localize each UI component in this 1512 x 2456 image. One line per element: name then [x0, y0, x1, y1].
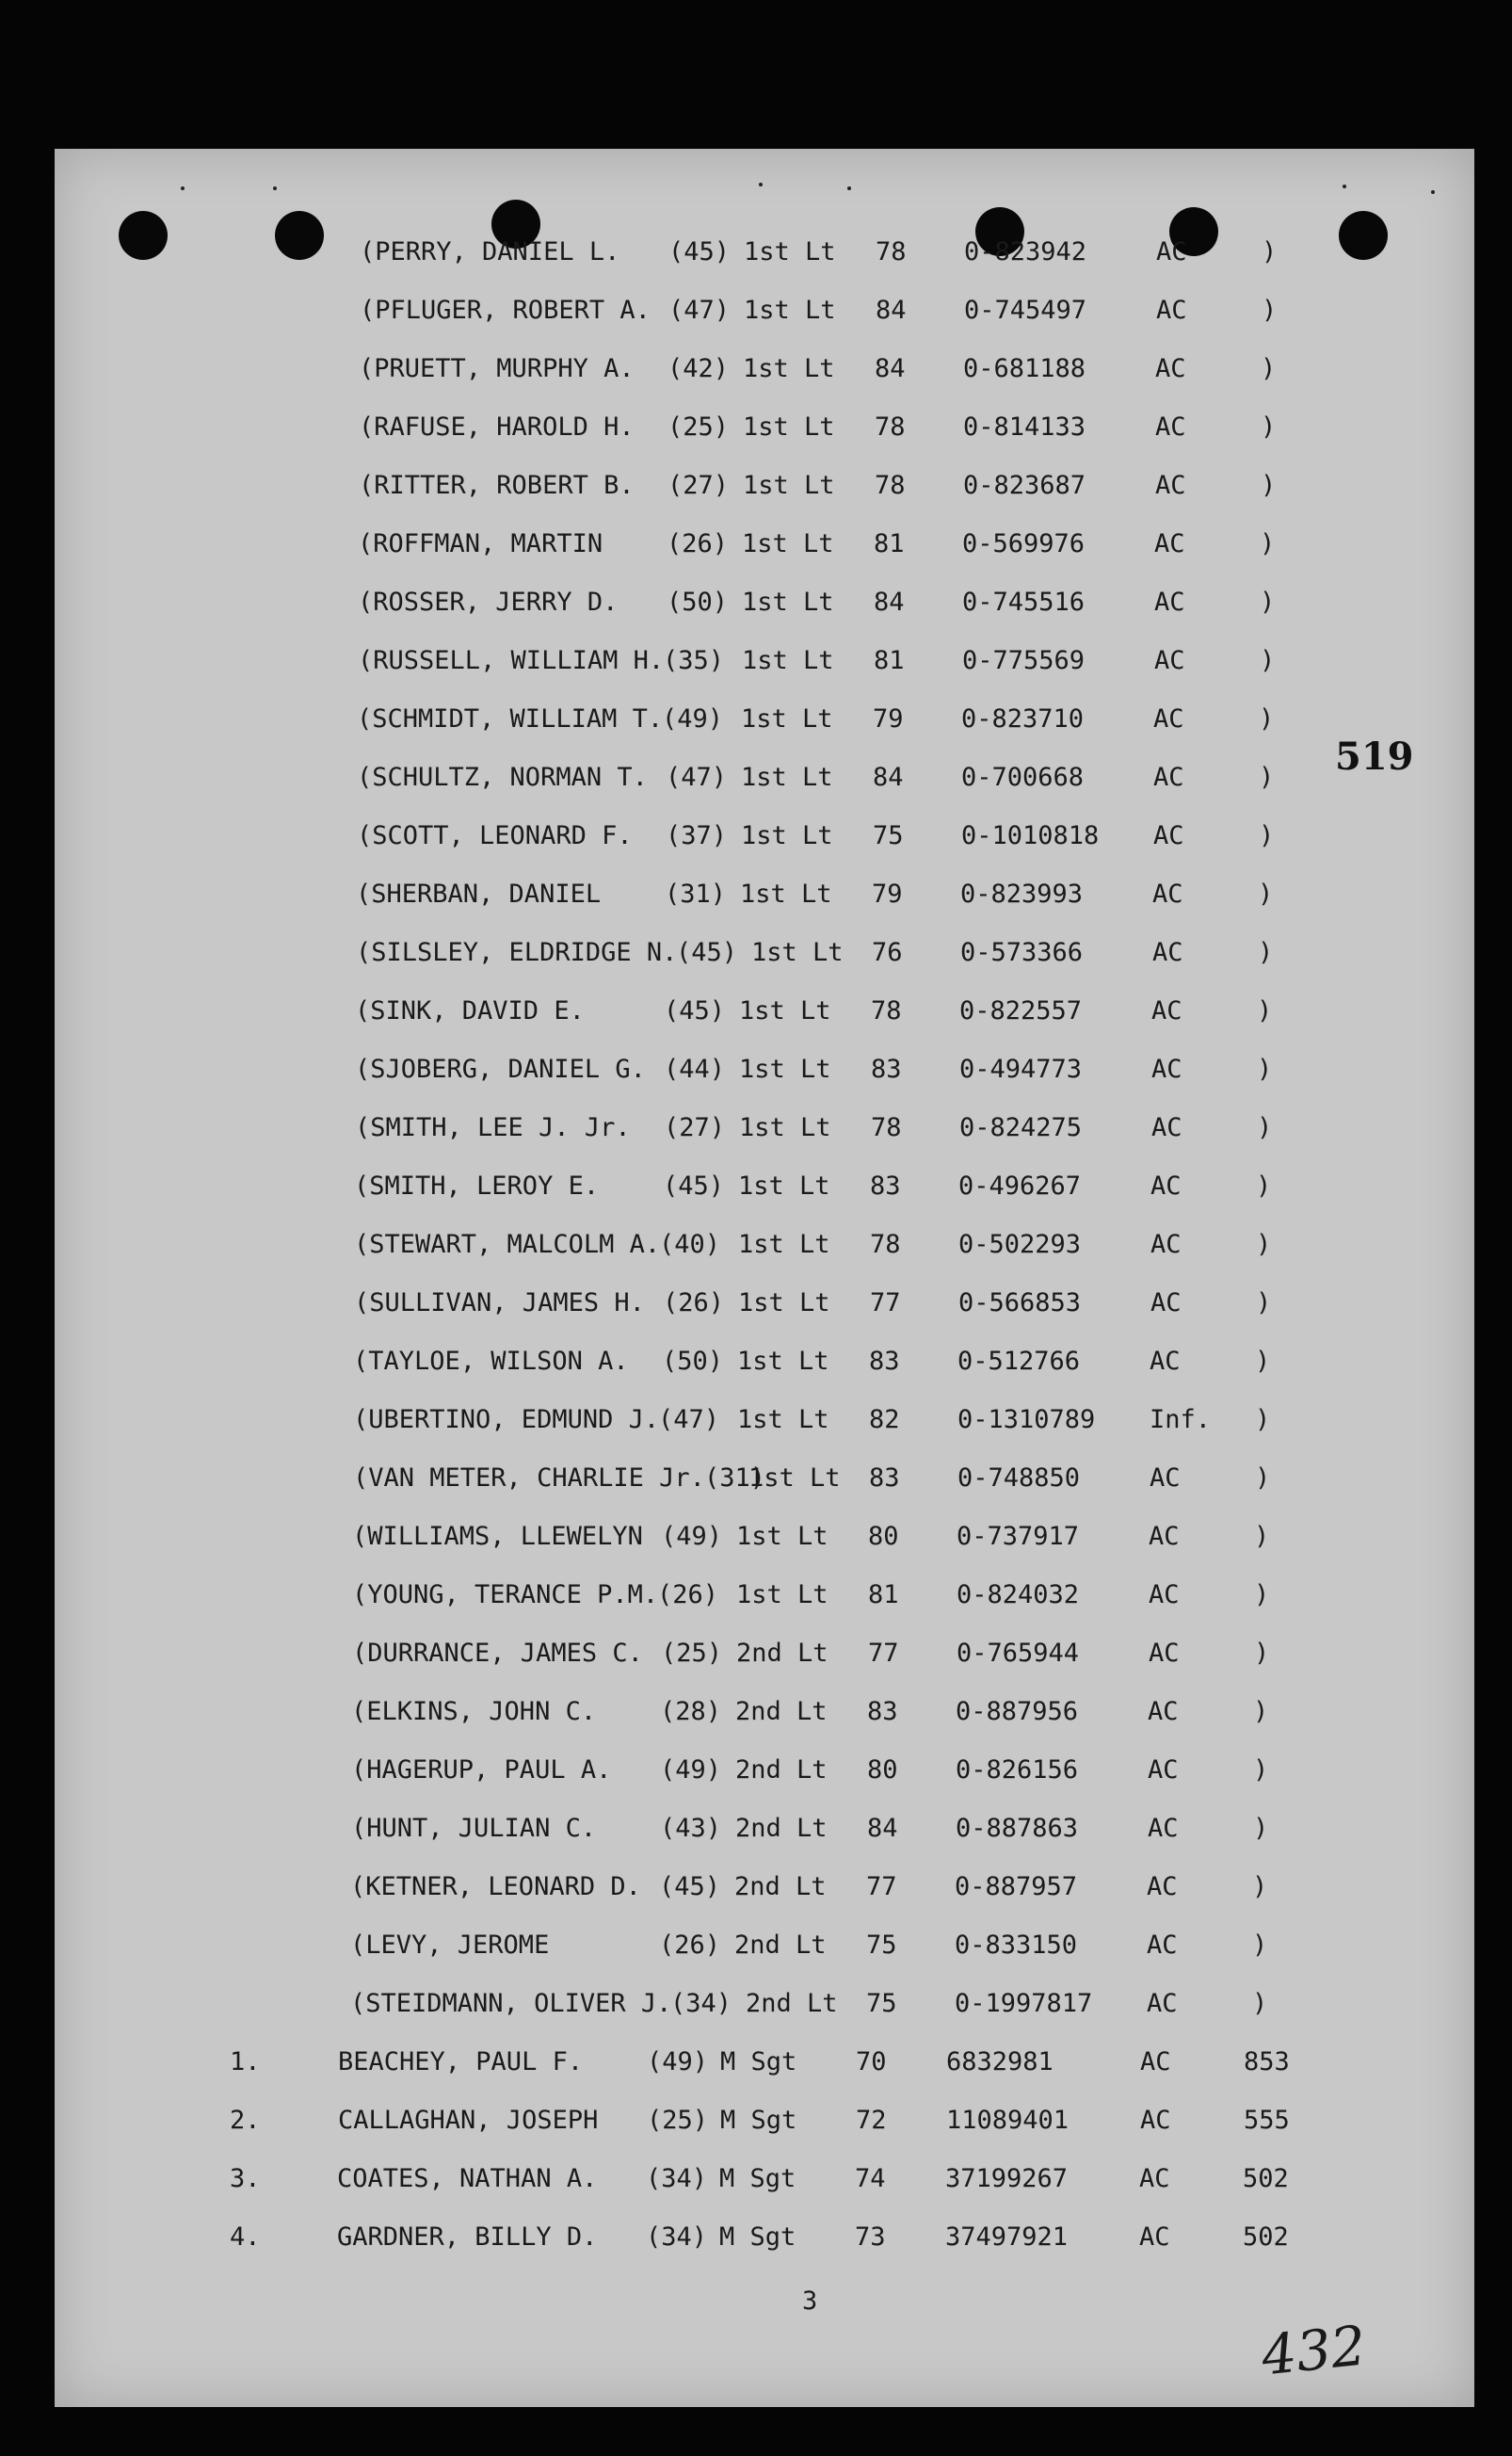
cell-arm: AC [1140, 2047, 1171, 2076]
cell-rank: 1st Lt [738, 1171, 830, 1201]
cell-score: 78 [875, 471, 906, 500]
cell-score: 75 [866, 1989, 897, 2018]
cell-arm: AC [1148, 1814, 1179, 1843]
list-item [0, 1580, 1512, 1618]
cell-name: (RITTER, ROBERT B. [359, 471, 635, 500]
list-item [0, 237, 1512, 275]
cell-arm: AC [1153, 821, 1184, 850]
list-item [0, 1113, 1512, 1151]
cell-score: 84 [873, 763, 904, 792]
handwritten-note: 432 [1258, 2313, 1369, 2388]
cell-code: 502 [1243, 2164, 1289, 2193]
cell-arm: Inf. [1150, 1405, 1212, 1434]
cell-name: (DURRANCE, JAMES C. [352, 1639, 643, 1668]
cell-arm: AC [1140, 2106, 1171, 2135]
cell-arm: AC [1149, 1522, 1180, 1551]
cell-code: ) [1260, 588, 1276, 617]
cell-arm: AC [1150, 1347, 1181, 1376]
cell-score: 80 [868, 1522, 899, 1551]
cell-score: 78 [871, 996, 902, 1026]
cell-rank: 1st Lt [742, 588, 834, 617]
cell-rank: 1st Lt [739, 1113, 831, 1142]
speck [181, 186, 185, 190]
cell-name: (HAGERUP, PAUL A. [351, 1755, 612, 1785]
cell-age: (26) [663, 1288, 725, 1317]
cell-rank: 1st Lt [736, 1580, 828, 1609]
cell-rank: 1st Lt [744, 237, 836, 267]
cell-age: (47) [658, 1405, 720, 1434]
cell-rank: 1st Lt [739, 996, 831, 1026]
cell-rank: 1st Lt [737, 1347, 829, 1376]
cell-score: 84 [867, 1814, 898, 1843]
cell-age: (49) [660, 1755, 722, 1785]
cell-arm: AC [1155, 471, 1186, 500]
list-item [0, 1463, 1512, 1501]
cell-rank: 2nd Lt [735, 1697, 828, 1726]
cell-num: 1. [230, 2047, 261, 2076]
cell-code: ) [1253, 1814, 1269, 1843]
cell-score: 81 [868, 1580, 899, 1609]
cell-score: 75 [866, 1931, 897, 1960]
cell-name: (HUNT, JULIAN C. [351, 1814, 597, 1843]
cell-age: (42) [668, 354, 730, 383]
cell-name: (SMITH, LEE J. Jr. [355, 1113, 631, 1142]
cell-name: BEACHEY, PAUL F. [338, 2047, 584, 2076]
cell-age: (28) [660, 1697, 722, 1726]
cell-serial: 0-700668 [961, 763, 1085, 792]
cell-name: (KETNER, LEONARD D. [350, 1872, 641, 1901]
cell-serial: 11089401 [946, 2106, 1070, 2135]
cell-arm: AC [1156, 296, 1187, 325]
cell-serial: 0-887956 [956, 1697, 1079, 1726]
cell-rank: 1st Lt [743, 354, 835, 383]
cell-serial: 0-887957 [955, 1872, 1078, 1901]
list-item [0, 1522, 1512, 1559]
cell-code: 502 [1243, 2222, 1289, 2252]
cell-rank: 1st Lt [741, 821, 833, 850]
cell-age: (34) [670, 1989, 732, 2018]
cell-code: ) [1261, 354, 1277, 383]
cell-arm: AC [1151, 996, 1182, 1026]
cell-code: ) [1254, 1580, 1270, 1609]
cell-name: (ELKINS, JOHN C. [351, 1697, 597, 1726]
cell-serial: 0-745497 [964, 296, 1087, 325]
cell-score: 76 [872, 938, 903, 967]
cell-score: 73 [855, 2222, 886, 2252]
cell-code: ) [1260, 529, 1276, 558]
cell-code: ) [1260, 646, 1276, 675]
cell-serial: 37199267 [945, 2164, 1069, 2193]
cell-serial: 0-887863 [956, 1814, 1079, 1843]
list-item [0, 1639, 1512, 1676]
cell-code: ) [1258, 880, 1274, 909]
cell-score: 77 [868, 1639, 899, 1668]
cell-age: (25) [661, 1639, 723, 1668]
list-item [0, 1171, 1512, 1209]
cell-rank: 2nd Lt [734, 1872, 827, 1901]
cell-arm: AC [1148, 1697, 1179, 1726]
list-item [0, 763, 1512, 800]
cell-code: ) [1252, 1989, 1268, 2018]
list-item [0, 588, 1512, 625]
cell-age: (31) [704, 1463, 766, 1493]
cell-rank: 2nd Lt [746, 1989, 838, 2018]
page-number: 3 [802, 2286, 818, 2316]
cell-arm: AC [1139, 2222, 1170, 2252]
speck [273, 186, 277, 190]
cell-serial: 0-745516 [962, 588, 1086, 617]
cell-name: (LEVY, JEROME [350, 1931, 550, 1960]
cell-code: ) [1256, 1171, 1272, 1201]
list-item [0, 1872, 1512, 1910]
cell-score: 83 [871, 1055, 902, 1084]
cell-code: ) [1262, 296, 1278, 325]
list-item [0, 646, 1512, 684]
cell-rank: 2nd Lt [736, 1639, 828, 1668]
cell-code: ) [1259, 821, 1275, 850]
cell-name: (VAN METER, CHARLIE Jr. [353, 1463, 705, 1493]
cell-serial: 0-824032 [957, 1580, 1080, 1609]
speck [1431, 190, 1435, 194]
cell-serial: 0-496267 [958, 1171, 1082, 1201]
cell-serial: 0-823942 [964, 237, 1087, 267]
cell-score: 83 [867, 1697, 898, 1726]
cell-age: (25) [668, 412, 730, 442]
cell-score: 84 [874, 588, 905, 617]
cell-arm: AC [1151, 1055, 1182, 1084]
cell-name: (TAYLOE, WILSON A. [353, 1347, 629, 1376]
cell-score: 77 [866, 1872, 897, 1901]
list-item [0, 2164, 1512, 2202]
cell-age: (40) [659, 1230, 721, 1259]
cell-score: 77 [870, 1288, 901, 1317]
list-item [0, 529, 1512, 567]
cell-num: 2. [230, 2106, 261, 2135]
cell-score: 83 [869, 1463, 900, 1493]
cell-age: (34) [646, 2222, 708, 2252]
cell-age: (47) [666, 763, 728, 792]
cell-rank: 1st Lt [742, 529, 834, 558]
cell-rank: 1st Lt [739, 1055, 831, 1084]
cell-serial: 0-765944 [957, 1639, 1080, 1668]
cell-age: (43) [660, 1814, 722, 1843]
cell-code: ) [1255, 1347, 1271, 1376]
cell-arm: AC [1150, 1171, 1182, 1201]
cell-rank: 1st Lt [743, 412, 835, 442]
list-item [0, 2047, 1512, 2085]
list-item [0, 2106, 1512, 2143]
cell-code: ) [1254, 1639, 1270, 1668]
cell-name: (SMITH, LEROY E. [354, 1171, 600, 1201]
cell-code: ) [1253, 1755, 1269, 1785]
cell-rank: 1st Lt [742, 646, 834, 675]
cell-arm: AC [1147, 1989, 1178, 2018]
list-item [0, 1288, 1512, 1326]
cell-serial: 0-823710 [961, 704, 1085, 734]
cell-rank: M Sgt [720, 2047, 797, 2076]
cell-num: 4. [230, 2222, 261, 2252]
cell-age: (44) [664, 1055, 726, 1084]
cell-age: (27) [664, 1113, 726, 1142]
cell-rank: 1st Lt [736, 1522, 828, 1551]
list-item [0, 412, 1512, 450]
cell-rank: 1st Lt [740, 880, 832, 909]
list-item [0, 354, 1512, 392]
cell-score: 72 [856, 2106, 887, 2135]
cell-rank: 2nd Lt [735, 1814, 828, 1843]
cell-score: 84 [876, 296, 907, 325]
cell-age: (45) [664, 996, 726, 1026]
cell-serial: 0-737917 [957, 1522, 1080, 1551]
cell-arm: AC [1155, 412, 1186, 442]
cell-rank: 1st Lt [738, 1288, 830, 1317]
cell-name: CALLAGHAN, JOSEPH [338, 2106, 599, 2135]
cell-score: 70 [856, 2047, 887, 2076]
cell-name: (SINK, DAVID E. [355, 996, 585, 1026]
cell-code: ) [1259, 763, 1275, 792]
cell-serial: 6832981 [946, 2047, 1054, 2076]
cell-serial: 0-512766 [957, 1347, 1081, 1376]
cell-score: 78 [876, 237, 907, 267]
cell-arm: AC [1150, 1288, 1182, 1317]
cell-serial: 0-823993 [960, 880, 1084, 909]
cell-code: ) [1261, 412, 1277, 442]
cell-name: (ROSSER, JERRY D. [358, 588, 619, 617]
cell-serial: 0-573366 [960, 938, 1084, 967]
cell-serial: 0-569976 [962, 529, 1086, 558]
cell-arm: AC [1149, 1580, 1180, 1609]
cell-score: 74 [855, 2164, 886, 2193]
cell-age: (27) [668, 471, 730, 500]
cell-age: (26) [667, 529, 729, 558]
cell-code: ) [1262, 237, 1278, 267]
cell-score: 78 [875, 412, 906, 442]
list-item [0, 1055, 1512, 1092]
cell-code: ) [1257, 1113, 1273, 1142]
list-item [0, 1814, 1512, 1851]
speck [759, 183, 763, 186]
cell-age: (35) [663, 646, 725, 675]
cell-score: 79 [872, 880, 903, 909]
cell-score: 81 [874, 529, 905, 558]
cell-arm: AC [1153, 763, 1184, 792]
cell-serial: 0-822557 [959, 996, 1083, 1026]
cell-arm: AC [1154, 646, 1185, 675]
cell-age: (45) [676, 938, 738, 967]
list-item [0, 880, 1512, 917]
cell-rank: 2nd Lt [734, 1931, 827, 1960]
cell-age: (45) [663, 1171, 725, 1201]
cell-rank: 1st Lt [748, 1463, 841, 1493]
cell-name: (SCOTT, LEONARD F. [357, 821, 633, 850]
speck [1343, 185, 1346, 188]
list-item [0, 1697, 1512, 1735]
cell-arm: AC [1150, 1230, 1182, 1259]
cell-rank: 1st Lt [737, 1405, 829, 1434]
cell-name: (RUSSELL, WILLIAM H. [358, 646, 665, 675]
cell-name: (SCHMIDT, WILLIAM T. [357, 704, 664, 734]
cell-name: (YOUNG, TERANCE P.M. [352, 1580, 659, 1609]
list-item [0, 1931, 1512, 1968]
cell-score: 82 [869, 1405, 900, 1434]
cell-name: (WILLIAMS, LLEWELYN [352, 1522, 643, 1551]
cell-arm: AC [1152, 880, 1183, 909]
cell-rank: M Sgt [719, 2222, 796, 2252]
cell-rank: 1st Lt [741, 763, 833, 792]
cell-score: 83 [869, 1347, 900, 1376]
cell-serial: 0-833150 [955, 1931, 1078, 1960]
cell-score: 79 [873, 704, 904, 734]
cell-name: COATES, NATHAN A. [337, 2164, 598, 2193]
list-item [0, 1755, 1512, 1793]
cell-age: (31) [665, 880, 727, 909]
cell-serial: 0-681188 [963, 354, 1086, 383]
cell-age: (50) [667, 588, 729, 617]
speck [847, 186, 851, 190]
cell-arm: AC [1154, 588, 1185, 617]
cell-serial: 0-1310789 [957, 1405, 1096, 1434]
cell-serial: 0-814133 [963, 412, 1086, 442]
cell-code: 853 [1244, 2047, 1290, 2076]
cell-code: ) [1261, 471, 1277, 500]
cell-serial: 37497921 [945, 2222, 1069, 2252]
cell-serial: 0-566853 [958, 1288, 1082, 1317]
cell-age: (49) [662, 704, 724, 734]
cell-arm: AC [1148, 1755, 1179, 1785]
cell-name: (STEIDMANN, OLIVER J. [350, 1989, 672, 2018]
cell-age: (47) [668, 296, 731, 325]
cell-name: (ROFFMAN, MARTIN [358, 529, 603, 558]
cell-name: GARDNER, BILLY D. [337, 2222, 598, 2252]
cell-serial: 0-823687 [963, 471, 1086, 500]
cell-name: (PFLUGER, ROBERT A. [360, 296, 651, 325]
cell-name: (PERRY, DANIEL L. [360, 237, 620, 267]
cell-serial: 0-1010818 [961, 821, 1100, 850]
cell-rank: 1st Lt [741, 704, 833, 734]
cell-arm: AC [1147, 1872, 1178, 1901]
cell-arm: AC [1147, 1931, 1178, 1960]
cell-arm: AC [1156, 237, 1187, 267]
cell-arm: AC [1155, 354, 1186, 383]
cell-age: (50) [662, 1347, 724, 1376]
cell-name: (SJOBERG, DANIEL G. [355, 1055, 646, 1084]
list-item [0, 1405, 1512, 1443]
list-item [0, 1989, 1512, 2027]
cell-serial: 0-824275 [959, 1113, 1083, 1142]
cell-age: (49) [647, 2047, 709, 2076]
cell-serial: 0-775569 [962, 646, 1086, 675]
cell-rank: 1st Lt [743, 471, 835, 500]
cell-serial: 0-494773 [959, 1055, 1083, 1084]
cell-code: ) [1252, 1872, 1268, 1901]
cell-age: (45) [659, 1872, 721, 1901]
cell-score: 80 [867, 1755, 898, 1785]
cell-arm: AC [1151, 1113, 1182, 1142]
list-item [0, 1347, 1512, 1384]
cell-score: 75 [873, 821, 904, 850]
cell-arm: AC [1150, 1463, 1181, 1493]
list-item [0, 938, 1512, 976]
cell-code: ) [1254, 1522, 1270, 1551]
cell-name: (UBERTINO, EDMUND J. [353, 1405, 660, 1434]
cell-code: ) [1255, 1463, 1271, 1493]
cell-rank: M Sgt [719, 2164, 796, 2193]
cell-name: (SCHULTZ, NORMAN T. [357, 763, 648, 792]
cell-serial: 0-1997817 [955, 1989, 1093, 2018]
cell-arm: AC [1152, 938, 1183, 967]
cell-arm: AC [1149, 1639, 1180, 1668]
list-item [0, 996, 1512, 1034]
cell-age: (37) [666, 821, 728, 850]
cell-rank: 2nd Lt [735, 1755, 828, 1785]
cell-serial: 0-502293 [958, 1230, 1082, 1259]
cell-score: 83 [870, 1171, 901, 1201]
cell-code: 555 [1244, 2106, 1290, 2135]
cell-score: 78 [870, 1230, 901, 1259]
cell-age: (34) [646, 2164, 708, 2193]
cell-rank: 1st Lt [744, 296, 836, 325]
cell-rank: 1st Lt [738, 1230, 830, 1259]
cell-code: ) [1258, 938, 1274, 967]
cell-rank: 1st Lt [751, 938, 844, 967]
cell-serial: 0-748850 [957, 1463, 1081, 1493]
cell-age: (49) [661, 1522, 723, 1551]
cell-code: ) [1253, 1697, 1269, 1726]
cell-name: (SILSLEY, ELDRIDGE N. [356, 938, 678, 967]
cell-name: (RAFUSE, HAROLD H. [359, 412, 635, 442]
cell-code: ) [1257, 1055, 1273, 1084]
side-page-number: 519 [1335, 735, 1414, 779]
list-item [0, 471, 1512, 509]
cell-age: (26) [659, 1931, 721, 1960]
cell-code: ) [1259, 704, 1275, 734]
cell-age: (45) [668, 237, 731, 267]
cell-code: ) [1256, 1288, 1272, 1317]
list-item [0, 704, 1512, 742]
cell-code: ) [1252, 1931, 1268, 1960]
cell-rank: M Sgt [720, 2106, 797, 2135]
cell-arm: AC [1153, 704, 1184, 734]
cell-code: ) [1257, 996, 1273, 1026]
cell-serial: 0-826156 [956, 1755, 1079, 1785]
cell-score: 78 [871, 1113, 902, 1142]
cell-arm: AC [1154, 529, 1185, 558]
cell-num: 3. [230, 2164, 261, 2193]
cell-name: (SULLIVAN, JAMES H. [354, 1288, 645, 1317]
list-item [0, 821, 1512, 859]
list-item [0, 296, 1512, 333]
list-item [0, 1230, 1512, 1268]
cell-score: 84 [875, 354, 906, 383]
list-item [0, 2222, 1512, 2260]
cell-age: (25) [647, 2106, 709, 2135]
cell-name: (SHERBAN, DANIEL [356, 880, 602, 909]
cell-arm: AC [1139, 2164, 1170, 2193]
cell-code: ) [1256, 1230, 1272, 1259]
cell-name: (PRUETT, MURPHY A. [359, 354, 635, 383]
cell-age: (26) [657, 1580, 719, 1609]
cell-code: ) [1255, 1405, 1271, 1434]
cell-name: (STEWART, MALCOLM A. [354, 1230, 661, 1259]
cell-score: 81 [874, 646, 905, 675]
